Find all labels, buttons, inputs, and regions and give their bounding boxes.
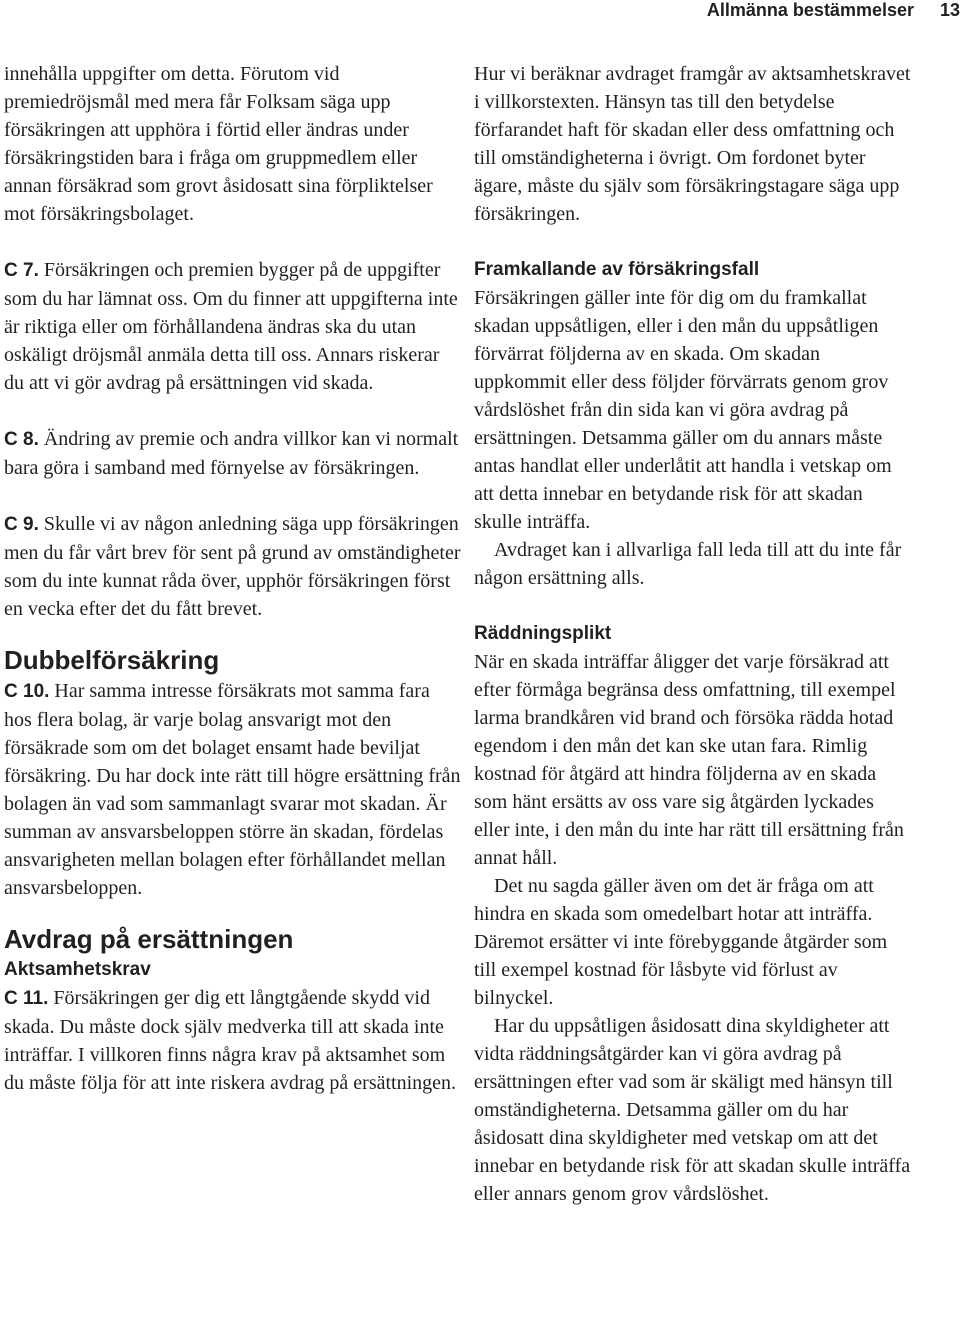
left-column xyxy=(4,60,462,1097)
clause-c9 xyxy=(4,510,462,623)
page-header xyxy=(0,0,960,22)
heading-raddningsplikt: Räddningsplikt xyxy=(474,623,612,644)
section-title: Allmänna bestämmelser xyxy=(706,0,914,20)
heading-avdrag: Avdrag på ersättningen xyxy=(4,924,294,954)
clause-label: C 8. xyxy=(4,429,39,450)
clause-text: Ändring av premie och andra villkor kan vi normalt bara göra i samband med förnyelse av försäkringen. xyxy=(4,428,459,479)
intro-paragraph: Hur vi beräknar avdraget framgår av aktsamhetskravet i villkorstexten. Hänsyn tas till den betydelse förfarandet haft för skadan eller dess omfattning och till omständigheterna i övrigt. Om fordonet byter ägare, måste du själv som försäkringstagare säga upp försäkringen. xyxy=(474,63,911,225)
clause-c10 xyxy=(4,677,462,902)
clause-c8 xyxy=(4,425,462,482)
heading-dubbelforsakring: Dubbelförsäkring xyxy=(4,645,220,675)
framkallande-paragraph-2: Avdraget kan i allvarliga fall leda till att du inte får någon ersättning alls. xyxy=(474,539,902,589)
subheading-aktsamhetskrav: Aktsamhetskrav xyxy=(4,959,151,980)
clause-label: C 9. xyxy=(4,514,39,535)
heading-framkallande: Framkallande av försäkringsfall xyxy=(474,259,760,280)
intro-paragraph: innehålla uppgifter om detta. Förutom vid premiedröjsmål med mera får Folksam säga upp försäkringen att upphöra i förtid eller ändras under försäkringstiden bara i fråga om gruppmedlem eller annan försäkrad som grovt åsidosatt sina förpliktelser mot försäkringsbolaget. xyxy=(4,63,433,225)
right-column xyxy=(474,60,914,1208)
clause-c11 xyxy=(4,984,462,1097)
raddning-paragraph-2: Det nu sagda gäller även om det är fråga om att hindra en skada som omedelbart hotar att inträffa. Däremot ersätter vi inte förebyggande åtgärder som till exempel kostnad för låsbyte vid förlust av bilnyckel. xyxy=(474,875,888,1009)
clause-label: C 7. xyxy=(4,260,39,281)
clause-label: C 11. xyxy=(4,988,49,1009)
clause-text: Skulle vi av någon anledning säga upp försäkringen men du får vårt brev för sent på grund av omständigheter som du inte kunnat råda över, upphör försäkringen först en vecka efter det du fått brevet. xyxy=(4,513,461,620)
clause-label: C 10. xyxy=(4,681,50,702)
page-number: 13 xyxy=(939,0,960,20)
clause-text: Har samma intresse försäkrats mot samma fara hos flera bolag, är varje bolag ansvarigt mot den försäkrade som om det bolaget ensamt hade beviljat försäkring. Du har dock inte rätt till högre ersättning från bolagen än vad som sammanlagt svarar mot skadan. Är summan av ansvarsbeloppen större än skadan, fördelas ansvarigheten mellan bolagen efter förhållandet mellan ansvarsbeloppen. xyxy=(4,680,461,899)
raddning-paragraph-3: Har du uppsåtligen åsidosatt dina skyldigheter att vidta räddningsåtgärder kan vi göra avdrag på ersättningen efter vad som är skäligt med hänsyn till omständigheterna. Detsamma gäller om du har åsidosatt dina skyldigheter med vetskap om att det innebar en betydande risk för att skadan skulle inträffa eller annars genom grov vårdslöshet. xyxy=(474,1015,911,1205)
framkallande-paragraph-1: Försäkringen gäller inte för dig om du framkallat skadan uppsåtligen, eller i den mån du uppsåtligen förvärrat följderna av en skada. Om skadan uppkommit eller dess följder förvärrats genom grov vårdslöshet från din sida kan vi göra avdrag på ersättningen. Detsamma gäller om du annars måste antas handlat eller underlåtit att handla i vetskap om att detta innebar en betydande risk för att skadan skulle inträffa. xyxy=(474,287,892,533)
clause-c7 xyxy=(4,256,462,397)
raddning-paragraph-1: När en skada inträffar åligger det varje försäkrad att efter förmåga begränsa dess omfattning, till exempel larma brandkåren vid brand och försöka rädda hotad egendom i den mån det kan ske utan fara. Rimlig kostnad för åtgärd att hindra följderna av en skada som hänt ersätts av oss vare sig åtgärden lyckades eller inte, i den mån du inte har rätt till ersättning från annat håll. xyxy=(474,651,904,869)
clause-text: Försäkringen ger dig ett långtgående skydd vid skada. Du måste dock själv medverka till att skada inte inträffar. I villkoren finns några krav på aktsamhet som du måste följa för att inte riskera avdrag på ersättningen. xyxy=(4,987,457,1094)
clause-text: Försäkringen och premien bygger på de uppgifter som du har lämnat oss. Om du finner att uppgifterna inte är riktiga eller om förhållandena ändras ska du utan oskäligt dröjsmål anmäla detta till oss. Annars riskerar du att vi gör avdrag på ersättningen vid skada. xyxy=(4,259,458,394)
